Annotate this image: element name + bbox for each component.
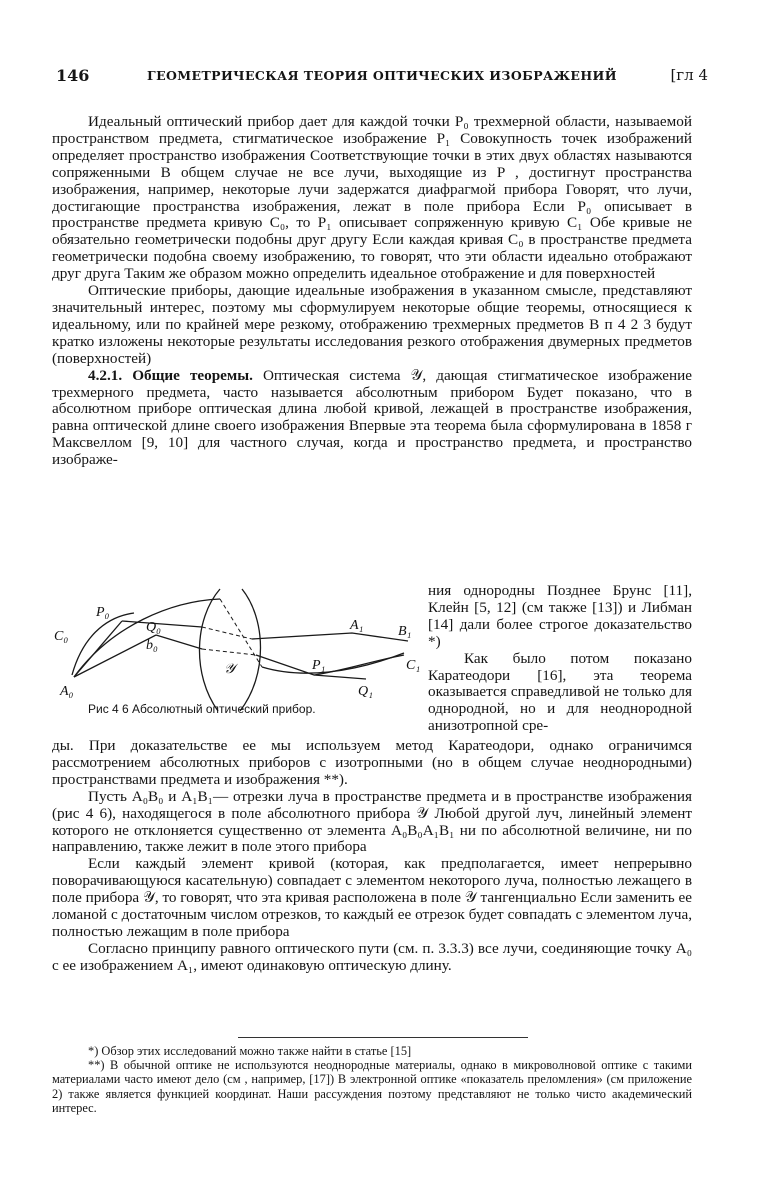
label-p1: P₁ <box>312 658 326 673</box>
paragraph-optical-instruments: Оптические приборы, дающие идеальные изображения в указанном смысле, представляют значительный интерес, поэтому мы сформулируем некоторые общие теоремы, относящиеся к идеальному, или по крайней мере резкому, отображению трехмерных предметов В п 4 2 3 будут кратко изложены некоторые результаты исследования резкого отображения двумерных предметов (поверхностей) <box>52 282 692 367</box>
bottom-text-block <box>52 738 692 975</box>
paragraph-proof-method: ды. При доказательстве ее мы используем метод Каратеодори, однако ограничимся рассмотрением абсолютных приборов с изотропными (но в общем случае неоднородными) пространствами предмета и изображения **). <box>52 737 692 788</box>
paragraph-general-theorems <box>52 368 692 469</box>
footnote-1: *) Обзор этих исследований можно также найти в статье [15] <box>88 1044 412 1058</box>
label-c1: C₁ <box>406 658 421 673</box>
ray-virtual-2 <box>202 649 256 655</box>
paragraph-equal-path: Согласно принципу равного оптического пути (см. п. 3.3.3) все лучи, соединяющие точку A₀ с ее изображением A₁, имеют одинаковую оптическую длину. <box>52 939 692 974</box>
curve-c1 <box>314 655 404 675</box>
footnote-2: **) В обычной оптике не используются неоднородные материалы, однако в микроволновой оптике с такими материалами часто имеют дело (см , например, [17]) В электронной оптике «показатель преломления» (см приложение 2) также является функцией координат. Наши рассуждения поэтому представляют не только чисто академический интерес. <box>52 1058 692 1115</box>
ray-image-3 <box>262 653 404 673</box>
running-header <box>56 66 708 88</box>
wrapped-paragraph-2: Как было потом показано Каратеодори [16], эта теорема оказывается справедливой не только для однородной, но и для неоднородной анизотропной сре- <box>428 649 692 735</box>
chapter-marker: [гл 4 <box>670 66 708 84</box>
label-b0: b₀ <box>146 638 158 653</box>
label-q1: Q₁ <box>358 684 373 699</box>
paragraph-tangential-curve: Если каждый элемент кривой (которая, как предполагается, имеет непрерывно поворачивающуюся касательную) совпадает с элементом некоторого луча, полностью лежащего в поле прибора 𝒴, то говорят, что эта кривая расположена в поле 𝒴 тангенциально Если заменить ее ломаной с достаточным числом отрезков, то каждый ее отрезок будет совпадать с элементом луча, полностью лежащим в поле прибора <box>52 855 692 940</box>
ray-image-1 <box>252 633 408 641</box>
label-instrument-y: 𝒴 <box>224 662 235 677</box>
figure-absolute-instrument <box>52 583 430 715</box>
paragraph-ray-segments: Пусть A₀B₀ и A₁B₁— отрезки луча в пространстве предмета и в пространстве изображения (рис 4 6), находящегося в поле абсолютного прибора 𝒴 Любой другой луч, линейный элемент которого не отклоняется существенно от элемента A₀B₀A₁B₁ ни по абсолютной величине, ни по направлению, также лежит в поле этого прибора <box>52 787 692 856</box>
ray-object-2 <box>156 635 202 649</box>
ray-virtual-1 <box>202 627 252 639</box>
top-text-block <box>52 114 692 469</box>
wrapped-paragraph-1: ния однородны Позднее Брунс [11], Клейн [5, 12] (см также [13]) и Либман [14] дали более строгое доказательство *) <box>428 582 692 650</box>
ray-virtual-3 <box>220 599 262 667</box>
label-p0: P₀ <box>96 605 110 620</box>
page-number: 146 <box>56 66 90 85</box>
figure-caption: Рис 4 6 Абсолютный оптический прибор. <box>88 702 316 716</box>
footnote-divider <box>238 1037 528 1038</box>
running-title: ГЕОМЕТРИЧЕСКАЯ ТЕОРИЯ ОПТИЧЕСКИХ ИЗОБРАЖЕНИЙ <box>147 68 617 83</box>
instrument-right-boundary <box>240 589 261 711</box>
label-q0: Q₀ <box>146 620 161 635</box>
section-heading: 4.2.1. Общие теоремы. <box>88 366 253 384</box>
footnotes <box>52 1044 692 1115</box>
ray-image-2 <box>256 655 366 679</box>
label-c0: C₀ <box>54 629 69 644</box>
wrapped-text-block <box>428 583 692 735</box>
ray-a0-q0 <box>74 635 156 677</box>
label-a1: A₁ <box>350 618 364 633</box>
paragraph-ideal-instrument: Идеальный оптический прибор дает для каждой точки P₀ трехмерной области, называемой пространством предмета, стигматическое изображение P₁ Совокупность точек изображений определяет пространство изображения Соответствующие точки в этих двух областях называются сопряженными В общем случае не все лучи, выходящие из P , достигнут пространства изображения, например, некоторые лучи задержатся диафрагмой прибора Говорят, что лучи, достигающие пространства изображения, лежат в поле прибора Если P₀ описывает в пространстве предмета кривую C₀, то P₁ описывает сопряженную кривую C₁ Обе кривые не обязательно геометрически подобны друг другу Если каждая кривая C₀ в пространстве предмета геометрически подобна своему изображению, то говорят, что эти области идеально отображают друг друга Таким же образом можно определить идеальное отображение и для поверхностей <box>52 113 692 283</box>
label-b1: B₁ <box>398 624 412 639</box>
paragraph-general-theorems-text: Оптическая система 𝒴, дающая стигматическое изображение трехмерного предмета, часто называется абсолютным прибором Будет показано, что в абсолютном приборе оптическая длина любой кривой, лежащей в пространстве изображения, равна оптической длине своего изображения Впервые эта теорема была сформулирована в 1858 г Максвеллом [9, 10] для частного случая, когда и пространство предмета, и пространство изображе- <box>52 366 693 469</box>
label-a0: A₀ <box>60 684 74 699</box>
